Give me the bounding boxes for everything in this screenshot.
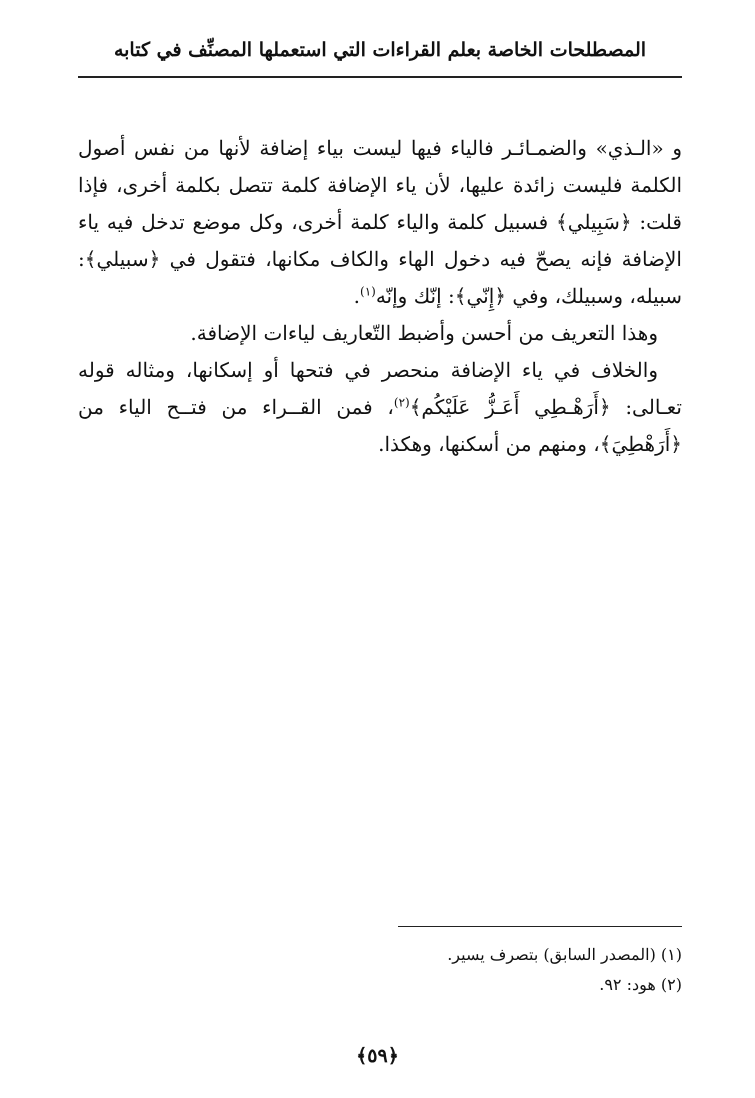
page-number: ﴿٥٩﴾ [356,1045,399,1067]
paragraph-1-text: و «الـذي» والضمـائـر فالياء فيها ليست بياء إضافة لأنها من نفس أصول الكلمة فليست زائدة عليها، لأن ياء الإضافة كلمة تتصل بكلمة أخرى، فإذا قلت: ﴿سَبِيلي﴾ فسبيل كلمة والياء كلمة أخرى، وكل موضع تدخل فيه ياء الإضافة فإنه يصحّ فيه دخول الهاء والكاف مكانها، فتقول في ﴿سبيلي﴾: سبيله، وسبيلك، وفي ﴿إِنّي﴾: إنّك وإنّه [78,136,682,308]
paragraph-3-text: والخلاف في ياء الإضافة منحصر في فتحها أو إسكانها، ومثاله قوله تعـالى: ﴿أَرَهْـطِي أَعَـزُّ عَلَيْكُم﴾ [78,358,682,419]
paragraph-1 [78,130,682,315]
paragraph-2 [78,315,682,352]
paragraph-3-end: ، فمن القــراء من فتــح الياء من ﴿أَرَهْطِيَ﴾، ومنهم من أسكنها، وهكذا. [78,395,682,456]
running-header: المصطلحات الخاصة بعلم القراءات التي استعملها المصنِّف في كتابه [113,39,647,61]
paragraph-2-text: وهذا التعريف من أحسن وأضبط التّعاريف لياءات الإضافة. [190,321,658,345]
footnote-ref-2[interactable]: (٢) [393,395,410,410]
footnote-1: (١) (المصدر السابق) بتصرف يسير. [447,945,682,964]
footnote-rule [398,926,682,927]
header-rule [78,76,682,78]
body-text [78,130,682,463]
paragraph-1-end: . [353,284,360,308]
footnote-ref-1[interactable]: (١) [360,284,376,299]
footnotes [78,940,682,1000]
footnote-2: (٢) هود: ٩٢. [599,975,682,994]
paragraph-3 [78,352,682,463]
